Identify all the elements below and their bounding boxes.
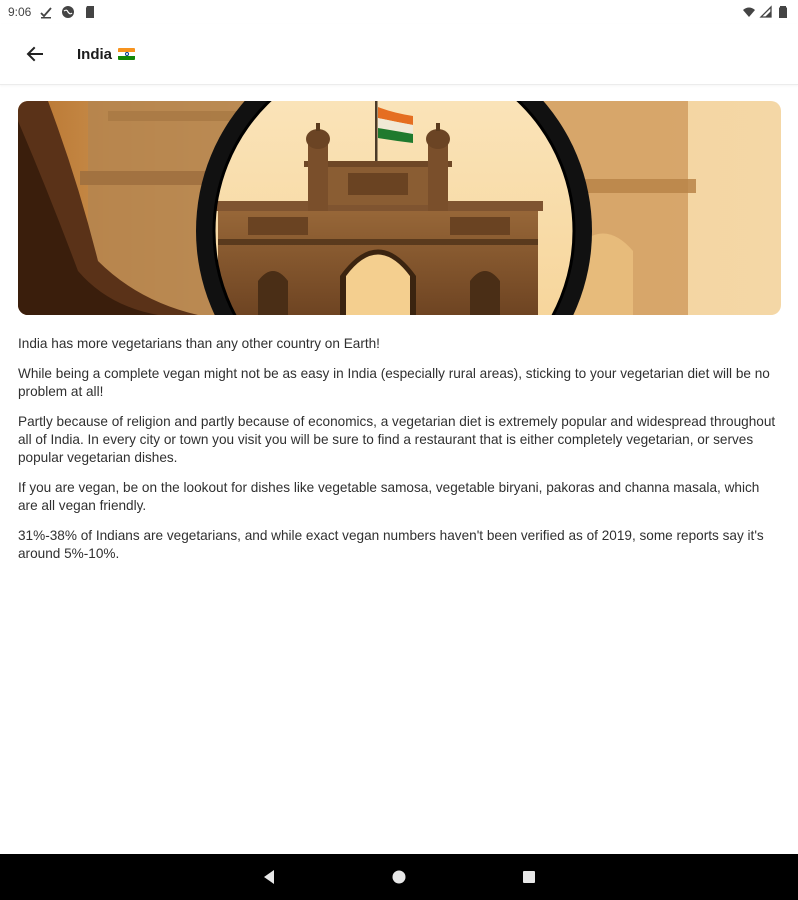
status-bar bbox=[0, 0, 798, 24]
paragraph: Partly because of religion and partly because of economics, a vegetarian diet is extremely popular and widespread throughout all of India. In every city or town you visit you will be sure to find a restaurant that is either completely vegetarian, or serves popular vegetarian dishes. bbox=[18, 414, 776, 465]
status-right bbox=[742, 5, 798, 19]
cell-signal-icon bbox=[759, 5, 773, 19]
status-left bbox=[0, 5, 97, 19]
paragraph: If you are vegan, be on the lookout for dishes like vegetable samosa, vegetable biryani, pakoras and channa masala, which are all vegan friendly. bbox=[18, 480, 760, 513]
status-time: 9:06 bbox=[8, 5, 32, 19]
india-gate-image bbox=[18, 101, 781, 315]
paragraph: While being a complete vegan might not be as easy in India (especially rural areas), sticking to your vegetarian diet will be no problem at all! bbox=[18, 366, 770, 399]
nav-recents-button[interactable] bbox=[509, 857, 549, 897]
india-flag-icon bbox=[118, 48, 135, 60]
page-title-text: India bbox=[77, 45, 113, 63]
hero-image bbox=[18, 101, 781, 315]
sd-card-icon bbox=[83, 5, 97, 19]
vpn-globe-icon bbox=[61, 5, 75, 19]
nav-home-button[interactable] bbox=[379, 857, 419, 897]
nav-back-icon bbox=[260, 868, 278, 886]
download-done-icon bbox=[39, 5, 53, 19]
wifi-icon bbox=[742, 5, 756, 19]
paragraph: India has more vegetarians than any other country on Earth! bbox=[18, 336, 380, 351]
nav-home-icon bbox=[390, 868, 408, 886]
paragraph: 31%-38% of Indians are vegetarians, and while exact vegan numbers haven't been verified as of 2019, some reports say it's around 5%-10%. bbox=[18, 528, 764, 561]
page-title bbox=[77, 46, 135, 63]
arrow-back-icon bbox=[25, 44, 45, 64]
nav-recents-icon bbox=[520, 868, 538, 886]
app-bar bbox=[0, 24, 798, 85]
system-nav-bar bbox=[0, 854, 798, 900]
back-button[interactable] bbox=[11, 30, 59, 78]
battery-icon bbox=[776, 5, 790, 19]
article-content bbox=[18, 335, 780, 575]
nav-back-button[interactable] bbox=[249, 857, 289, 897]
